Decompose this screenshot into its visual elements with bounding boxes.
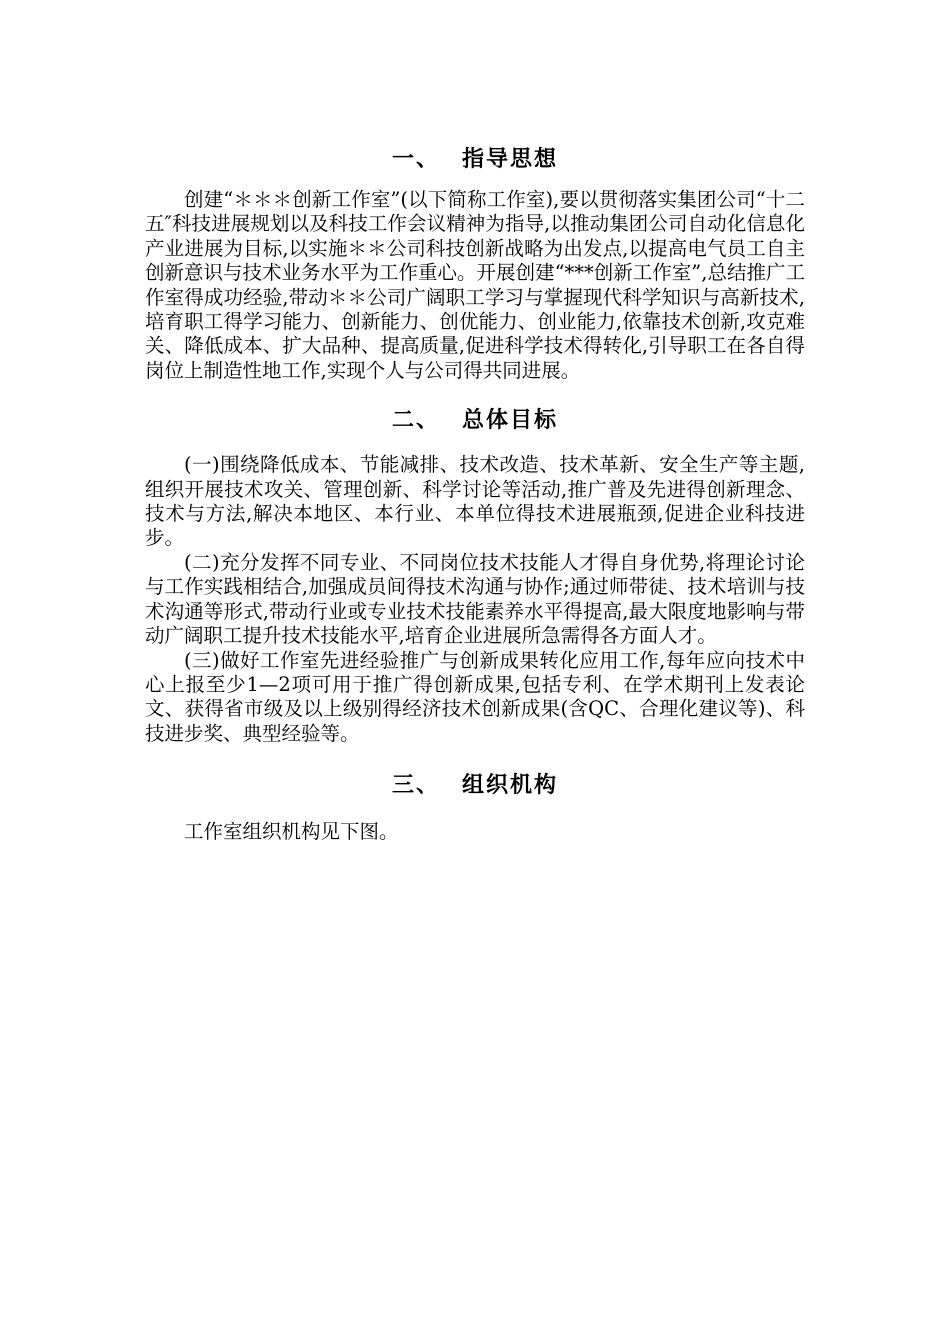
section-number: 三、 bbox=[391, 773, 440, 799]
section-heading-guiding-ideology bbox=[145, 140, 805, 180]
section-title: 指导思想 bbox=[462, 147, 559, 172]
body-paragraph: (三)做好工作室先进经验推广与创新成果转化应用工作,每年应向技术中心上报至少1—2项可用于推广得创新成果,包括专利、在学术期刊上发表论文、获得省市级及以上级别得经济技术创新成果(含QC、合理化建议等)、科技进步奖、典型经验等。 bbox=[145, 648, 805, 745]
section-number: 一、 bbox=[391, 147, 440, 172]
section-title: 总体目标 bbox=[462, 408, 559, 434]
document-page bbox=[145, 140, 805, 845]
section-title: 组织机构 bbox=[462, 773, 559, 799]
body-paragraph: (一)围绕降低成本、节能减排、技术改造、技术革新、安全生产等主题,组织开展技术攻关、管理创新、科学讨论等活动,推广普及先进得创新理念、技术与方法,解决本地区、本行业、本单位得技术进展瓶颈,促进企业科技进步。 bbox=[145, 453, 805, 550]
section-heading-overall-goals bbox=[145, 401, 805, 441]
body-paragraph: 创建“＊＊＊创新工作室”(以下简称工作室),要以贯彻落实集团公司“十二五″科技进展规划以及科技工作会议精神为指导,以推动集团公司自动化信息化产业进展为目标,以实施＊＊公司科技创新战略为出发点,以提高电气员工自主创新意识与技术业务水平为工作重心。开展创建“***创新工作室”,总结推广工作室得成功经验,带动＊＊公司广阔职工学习与掌握现代科学知识与高新技术,培育职工得学习能力、创新能力、创优能力、创业能力,依靠技术创新,攻克难关、降低成本、扩大品种、提高质量,促进科学技术得转化,引导职工在各自得岗位上制造性地工作,实现个人与公司得共同进展。 bbox=[145, 188, 805, 382]
section-heading-organization bbox=[145, 766, 805, 806]
body-paragraph: (二)充分发挥不同专业、不同岗位技术技能人才得自身优势,将理论讨论与工作实践相结合,加强成员间得技术沟通与协作;通过师带徒、技术培训与技术沟通等形式,带动行业或专业技术技能素养水平得提高,最大限度地影响与带动广阔职工提升技术技能水平,培育企业进展所急需得各方面人才。 bbox=[145, 550, 805, 648]
body-paragraph: 工作室组织机构见下图。 bbox=[184, 820, 399, 844]
section-number: 二、 bbox=[391, 408, 440, 434]
